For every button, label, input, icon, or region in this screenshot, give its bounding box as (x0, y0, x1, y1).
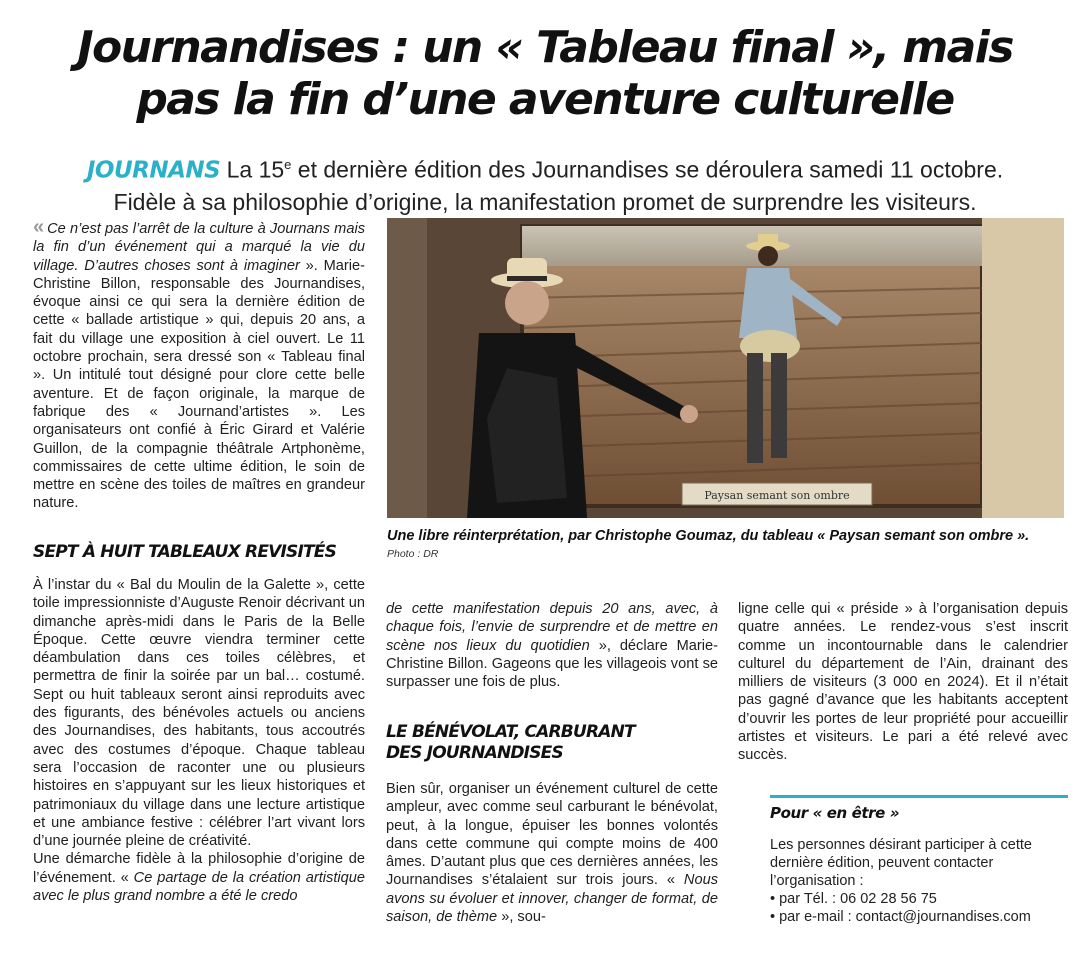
intro-paragraph (33, 218, 365, 513)
info-box-email: • par e-mail : contact@journandises.com (770, 909, 1031, 925)
info-box-title: Pour « en être » (770, 804, 900, 822)
photo-illustration (387, 218, 1064, 518)
info-box-line-3: l’organisation : (770, 873, 864, 889)
standfirst-part-2: et dernière édition des Journandises se déroulera samedi 11 octobre. (291, 156, 1004, 183)
info-box-phone: • par Tél. : 06 02 28 56 75 (770, 891, 937, 907)
article-photo (387, 218, 1064, 518)
quote-mark-icon: « (33, 216, 45, 238)
column-3-body (738, 600, 1068, 765)
section-2-title-line-1: LE BÉNÉVOLAT, CARBURANT (386, 722, 635, 742)
section-1-paragraph-2 (33, 850, 365, 905)
section-2-title (386, 722, 635, 764)
headline-line-2: pas la fin d’une aventure culturelle (136, 74, 954, 125)
headline (20, 22, 1070, 126)
column-3-text: ligne celle qui « préside » à l’organisation depuis quatre années. Le rendez-vous s’est inscrit comme un incontournable dans le calendrier culturel du département de l’Ain, drainant des milliers de visiteurs (3 000 en 2024). Et il n’était pas gagné d’avance que les habitants acceptent d’ouvrir les portes de leur propriété pour accueillir artistes et visiteurs. Le pari a été relevé avec succès. (738, 601, 1068, 764)
info-box-line-1: Les personnes désirant participer à cette (770, 837, 1032, 853)
column-2-quote: de cette manifestation depuis 20 ans, avec, à chaque fois, l’envie de surprendre et de mettre en scène nos lieux du quotidien (386, 601, 718, 654)
section-2-body (386, 780, 718, 926)
section-1-p2-text: Une démarche fidèle à la philosophie d’origine de l’événement. « (33, 851, 365, 886)
section-1-paragraph-1: À l’instar du « Bal du Moulin de la Galette », cette toile impressionniste d’Auguste Renoir décrivant un dimanche après-midi dans le Paris de la Belle Époque. Cette œuvre viendra terminer cette déambulation dans ces toiles célèbres, et permettra de finir la soirée par un bal… costumé. Sept ou huit tableaux seront ainsi reproduits avec des figurants, des bénévoles actuels ou anciens des Journandises, des habitants, tous accoutrés avec des costumes d’époque. Chaque tableau sera l’occasion de raconter une ou plusieurs histoires en s’appuyant sur les lieux historiques et patrimoniaux du village dans une lecture artistique et une ambiance festive : célébrer l’art vivant lors d’une journée pleine de créativité. (33, 577, 365, 850)
section-2-quote: Nous avons su évoluer et innover, changer de format, de saison, de thème (386, 872, 718, 926)
section-1-body (33, 576, 365, 905)
column-2-continuation (386, 600, 718, 691)
info-box (770, 795, 1068, 926)
photo-credit: Photo : DR (387, 548, 439, 560)
info-box-line-2: dernière édition, peuvent contacter (770, 855, 994, 871)
intro-text: ». Marie-Christine Billon, responsable des Journandises, évoque ainsi ce qui sera la dernière édition de cette « ballade artistique » qui, depuis 20 ans, a fait du village une exposition à ciel ouvert. Le 11 octobre prochain, sera dressé son « Tableau final ». Un intitulé tout désigné pour clore cette belle aventure. Et de façon originale, la marque de fabrique des « Journand’artistes ». Les organisateurs ont confié à Éric Girard et Valérie Guillon, de la compagnie théâtrale Artphonème, commissaires de cette ultime édition, le soin de mettre en scène des toiles de maîtres en grandeur nature. (33, 257, 365, 512)
standfirst (20, 149, 1070, 218)
section-1-title: SEPT À HUIT TABLEAUX REVISITÉS (33, 542, 337, 562)
section-2-text-1: Bien sûr, organiser un événement culturel de cette ampleur, avec comme seul carburant le bénévolat, peut, à la longue, épuiser les bonnes volontés dans cette commune qui compte moins de 400 âmes. D’autant plus que ces dernières années, les Journandises s’étalaient sur trois jours. « (386, 781, 718, 889)
headline-line-1: Journandises : un « Tableau final », mais (77, 22, 1013, 73)
info-box-body (770, 836, 1068, 926)
dateline-place: JOURNANS (86, 157, 221, 184)
column-2-text: », déclare Marie-Christine Billon. Gageons que les villageois vont se surpasser une fois de plus. (386, 637, 718, 691)
standfirst-part-1: La 15 (220, 156, 285, 183)
intro-quote: Ce n’est pas l’arrêt de la culture à Journans mais la fin d’un événement qui a marqué la vie du village. D’autres choses sont à imaginer (33, 221, 365, 274)
section-1-p2-italic: Ce partage de la création artistique avec le plus grand nombre a été le credo (33, 869, 365, 905)
painting-label: Paysan semant son ombre (704, 489, 850, 502)
standfirst-superscript: e (284, 157, 292, 172)
section-2-text-2: », sou- (497, 909, 546, 926)
standfirst-line-2: Fidèle à sa philosophie d’origine, la manifestation promet de surprendre les visiteurs. (113, 188, 977, 215)
photo-caption: Une libre réinterprétation, par Christophe Goumaz, du tableau « Paysan semant son ombre ». (387, 528, 1030, 544)
section-2-title-line-2: DES JOURNANDISES (386, 743, 563, 763)
